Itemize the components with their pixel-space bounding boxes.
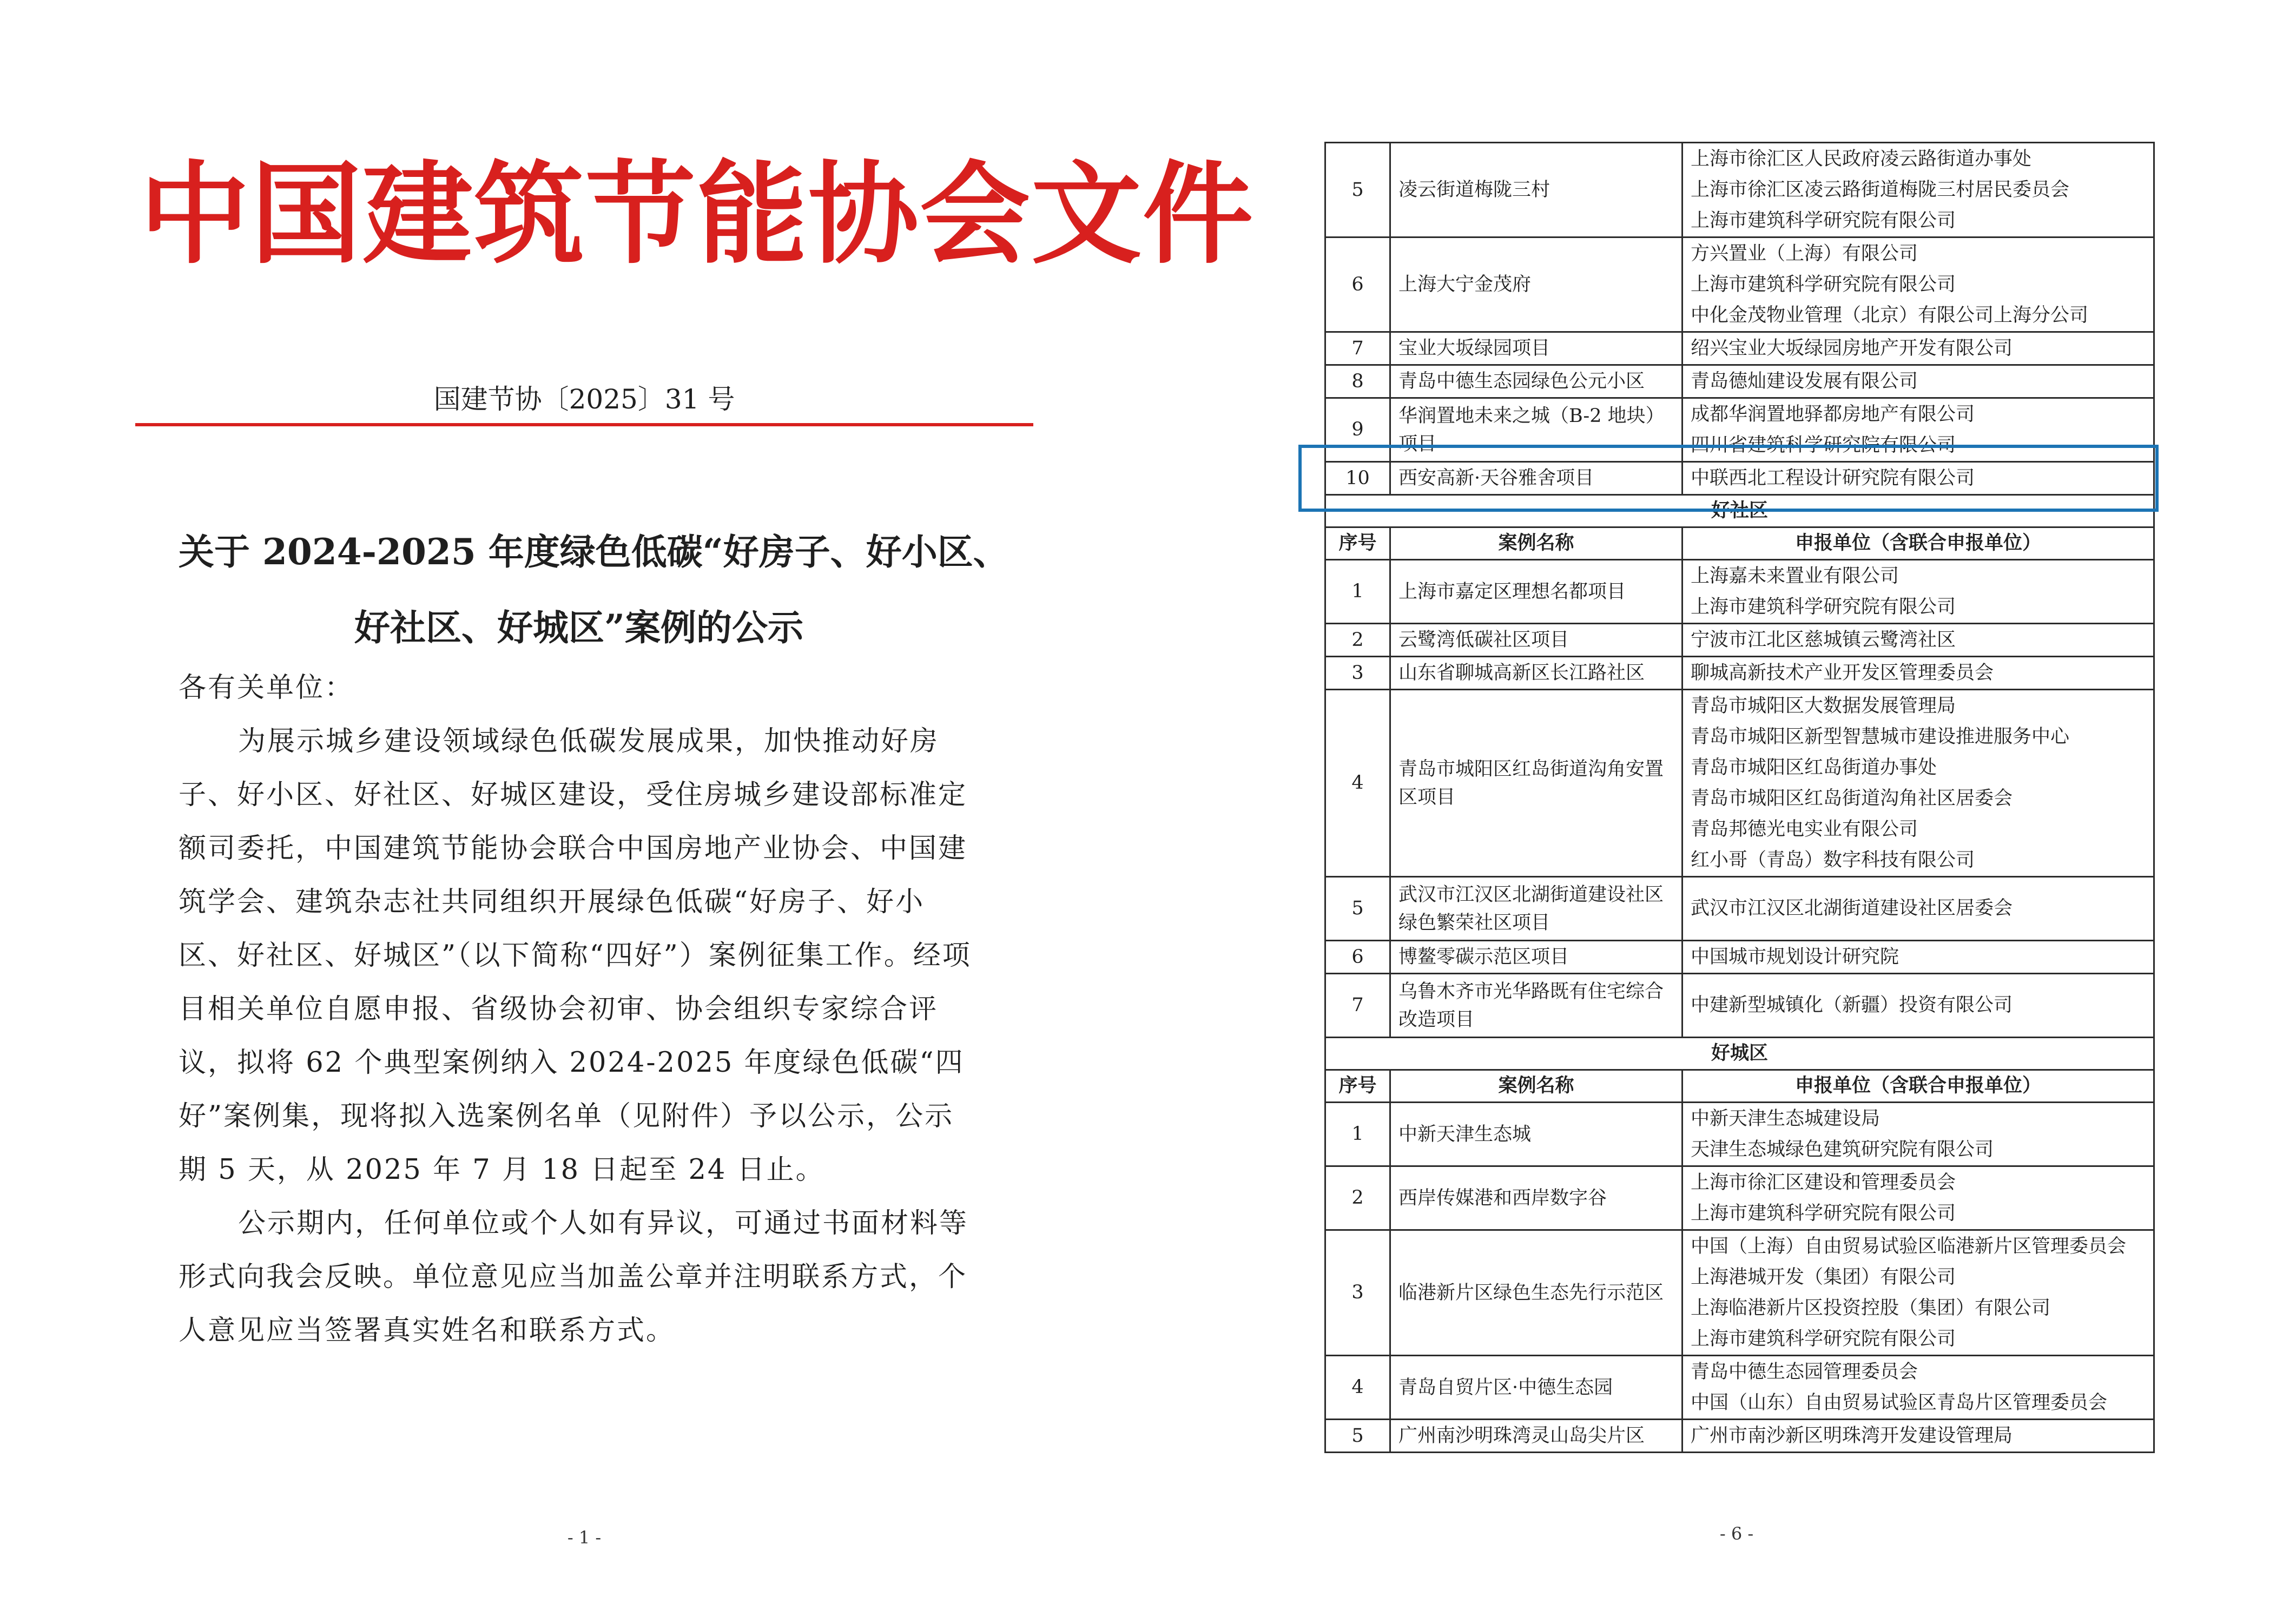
row-index: 3: [1325, 657, 1390, 690]
applicant-orgs: [1683, 877, 2154, 941]
table-row: [1325, 974, 2154, 1038]
case-name: 上海市嘉定区理想名都项目: [1390, 560, 1683, 624]
row-index: 1: [1325, 560, 1390, 624]
table-row: [1325, 1103, 2154, 1166]
applicant-org: 上海临港新片区投资控股（集团）有限公司: [1691, 1297, 2051, 1319]
table-header-row: [1325, 1070, 2154, 1103]
document-number: 国建节协〔2025〕31 号: [433, 384, 735, 415]
row-index: 1: [1325, 1103, 1390, 1166]
applicant-orgs: [1683, 974, 2154, 1038]
case-name: 宝业大坂绿园项目: [1390, 332, 1683, 365]
case-name: 中新天津生态城: [1390, 1103, 1683, 1166]
row-index: 5: [1325, 1420, 1390, 1453]
applicant-org: 天津生态城绿色建筑研究院有限公司: [1691, 1138, 1994, 1160]
table-district-section: [1325, 1038, 2154, 1453]
applicant-org: 聊城高新技术产业开发区管理委员会: [1691, 662, 1994, 684]
applicant-org: 上海市徐汇区建设和管理委员会: [1691, 1171, 1956, 1193]
table-row: [1325, 877, 2154, 941]
applicant-orgs: [1683, 332, 2154, 365]
red-divider: [135, 423, 1033, 426]
highlight-box: [1298, 445, 2159, 512]
table-row: [1325, 332, 2154, 365]
applicant-org: 青岛中德生态园管理委员会: [1691, 1361, 1918, 1383]
applicant-org: 上海市徐汇区人民政府凌云路街道办事处: [1691, 148, 2032, 170]
applicant-orgs: [1683, 1230, 2154, 1356]
row-index: 7: [1325, 332, 1390, 365]
applicant-orgs: [1683, 1356, 2154, 1420]
page-number-left: - 1 -: [567, 1527, 602, 1548]
case-name: 上海大宁金茂府: [1390, 237, 1683, 332]
applicant-org: 青岛市城阳区红岛街道办事处: [1691, 756, 1937, 778]
applicant-org: 青岛市城阳区新型智慧城市建设推进服务中心: [1691, 725, 2070, 748]
applicant-org: 上海港城开发（集团）有限公司: [1691, 1266, 1956, 1288]
case-name: 青岛市城阳区红岛街道沟角安置区项目: [1390, 690, 1683, 877]
applicant-org: 中联西北工程设计研究院有限公司: [1691, 467, 1975, 489]
notice-title: [179, 514, 1009, 665]
applicant-org: 青岛市城阳区大数据发展管理局: [1691, 695, 1956, 717]
applicant-orgs: [1683, 1103, 2154, 1166]
case-name: 博鳌零碳示范区项目: [1390, 941, 1683, 974]
case-name: 华润置地未来之城（B-2 地块）项目: [1390, 398, 1683, 462]
applicant-orgs: [1683, 560, 2154, 624]
case-name: 乌鲁木齐市光华路既有住宅综合改造项目: [1390, 974, 1683, 1038]
header-case-name: 案例名称: [1390, 527, 1683, 560]
table-row: [1325, 237, 2154, 332]
notice-title-line-2: 好社区、好城区”案例的公示: [354, 606, 803, 649]
table-row: [1325, 560, 2154, 624]
table-row: [1325, 624, 2154, 657]
applicant-orgs: [1683, 237, 2154, 332]
applicant-org: 武汉市江汉区北湖街道建设社区居委会: [1691, 898, 2013, 919]
table-row: [1325, 690, 2154, 877]
applicant-org: 上海市徐汇区凌云路街道梅陇三村居民委员会: [1691, 179, 2070, 201]
applicant-org: 方兴置业（上海）有限公司: [1691, 242, 1918, 265]
applicant-org: 中化金茂物业管理（北京）有限公司上海分公司: [1691, 304, 2089, 326]
applicant-org: 上海嘉未来置业有限公司: [1691, 565, 1899, 587]
table-row: [1325, 1420, 2154, 1453]
applicant-org: 上海市建筑科学研究院有限公司: [1691, 209, 1956, 232]
header-applicant: 申报单位（含联合申报单位）: [1683, 527, 2154, 560]
applicant-orgs: [1683, 657, 2154, 690]
table-row: [1325, 657, 2154, 690]
case-name: 青岛自贸片区·中德生态园: [1390, 1356, 1683, 1420]
notice-title-line-1: 关于 2024-2025 年度绿色低碳“好房子、好小区、: [179, 531, 1009, 573]
applicant-org: 四川省建筑科学研究院有限公司: [1691, 434, 1956, 456]
section-title: 好社区: [1325, 495, 2154, 527]
applicant-org: 中新天津生态城建设局: [1691, 1107, 1881, 1130]
case-name: 青岛中德生态园绿色公元小区: [1390, 365, 1683, 398]
row-index: 7: [1325, 974, 1390, 1038]
row-index: 8: [1325, 365, 1390, 398]
applicant-orgs: [1683, 1166, 2154, 1230]
table-row: [1325, 365, 2154, 398]
table-row: [1325, 1356, 2154, 1420]
applicant-org: 上海市建筑科学研究院有限公司: [1691, 1202, 1956, 1224]
applicant-org: 绍兴宝业大坂绿园房地产开发有限公司: [1691, 337, 2013, 359]
applicant-orgs: [1683, 143, 2154, 237]
row-index: 4: [1325, 1356, 1390, 1420]
body-paragraph-2: 公示期内，任何单位或个人如有异议，可通过书面材料等形式向我会反映。单位意见应当加盖公章并注明联系方式，个人意见应当签署真实姓名和联系方式。: [179, 1208, 969, 1347]
table-row: [1325, 1166, 2154, 1230]
row-index: 5: [1325, 877, 1390, 941]
applicant-orgs: [1683, 941, 2154, 974]
row-index: 5: [1325, 143, 1390, 237]
applicant-org: 上海市建筑科学研究院有限公司: [1691, 596, 1956, 618]
table-row: [1325, 143, 2154, 237]
section-title-row: [1325, 1038, 2154, 1070]
case-name: 广州南沙明珠湾灵山岛尖片区: [1390, 1420, 1683, 1453]
row-index: 2: [1325, 1166, 1390, 1230]
applicant-org: 青岛德灿建设发展有限公司: [1691, 370, 1918, 392]
table-row: [1325, 1230, 2154, 1356]
table-header-row: [1325, 527, 2154, 560]
case-table: [1324, 142, 2155, 1453]
applicant-org: 中国城市规划设计研究院: [1691, 946, 1899, 968]
applicant-org: 中建新型城镇化（新疆）投资有限公司: [1691, 994, 2013, 1016]
applicant-org: 青岛邦德光电实业有限公司: [1691, 818, 1918, 840]
row-index: 2: [1325, 624, 1390, 657]
row-index: 4: [1325, 690, 1390, 877]
case-name: 西岸传媒港和西岸数字谷: [1390, 1166, 1683, 1230]
applicant-orgs: [1683, 1420, 2154, 1453]
applicant-org: 上海市建筑科学研究院有限公司: [1691, 1328, 1956, 1350]
case-name: 武汉市江汉区北湖街道建设社区绿色繁荣社区项目: [1390, 877, 1683, 941]
applicant-orgs: [1683, 624, 2154, 657]
applicant-org: 上海市建筑科学研究院有限公司: [1691, 273, 1956, 295]
row-index: 3: [1325, 1230, 1390, 1356]
body-paragraph-1: 为展示城乡建设领域绿色低碳发展成果，加快推动好房子、好小区、好社区、好城区建设，受住房城乡建设部标准定额司委托，中国建筑节能协会联合中国房地产业协会、中国建筑学会、建筑杂志社共同组织开展绿色低碳“好房子、好小区、好社区、好城区”（以下简称“四好”）案例征集工作。经项目相关单位自愿申报、省级协会初审、协会组织专家综合评议，拟将 62 个典型案例纳入 2024-2025 年度绿色低碳“四好”案例集，现将拟入选案例名单（见附件）予以公示，公示期 5 天，从 2025 年 7 月 18 日起至 24 日止。: [179, 725, 972, 1186]
case-name: 临港新片区绿色生态先行示范区: [1390, 1230, 1683, 1356]
table-community-section: [1325, 495, 2154, 1038]
applicant-org: 中国（山东）自由贸易试验区青岛片区管理委员会: [1691, 1391, 2108, 1414]
case-name: 西安高新·天谷雅舍项目: [1390, 462, 1683, 495]
table-top-rows: [1325, 143, 2154, 495]
applicant-org: 成都华润置地驿都房地产有限公司: [1691, 403, 1975, 425]
row-index: 10: [1325, 462, 1390, 495]
header-case-name: 案例名称: [1390, 1070, 1683, 1103]
row-index: 6: [1325, 941, 1390, 974]
table-row: [1325, 941, 2154, 974]
applicant-org: 红小哥（青岛）数字科技有限公司: [1691, 849, 1975, 871]
case-name: 凌云街道梅陇三村: [1390, 143, 1683, 237]
header-applicant: 申报单位（含联合申报单位）: [1683, 1070, 2154, 1103]
applicant-orgs: [1683, 690, 2154, 877]
applicant-org: 宁波市江北区慈城镇云鹭湾社区: [1691, 629, 1956, 651]
case-name: 云鹭湾低碳社区项目: [1390, 624, 1683, 657]
section-title: 好城区: [1325, 1038, 2154, 1070]
page-number-right: - 6 -: [1719, 1523, 1754, 1544]
notice-body: [179, 661, 979, 1357]
applicant-org: 青岛市城阳区红岛街道沟角社区居委会: [1691, 787, 2013, 809]
applicant-orgs: [1683, 365, 2154, 398]
header-index: 序号: [1325, 1070, 1390, 1103]
header-index: 序号: [1325, 527, 1390, 560]
applicant-org: 广州市南沙新区明珠湾开发建设管理局: [1691, 1424, 2013, 1447]
applicant-org: 中国（上海）自由贸易试验区临港新片区管理委员会: [1691, 1235, 2127, 1257]
row-index: 9: [1325, 398, 1390, 462]
document-header-title: 中国建筑节能协会文件: [140, 151, 1254, 279]
case-name: 山东省聊城高新区长江路社区: [1390, 657, 1683, 690]
salutation: 各有关单位：: [179, 672, 354, 704]
row-index: 6: [1325, 237, 1390, 332]
